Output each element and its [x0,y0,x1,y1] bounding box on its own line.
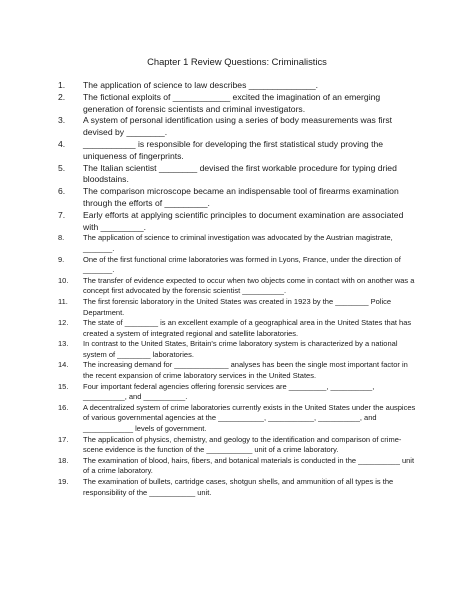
question-number: 10. [58,275,69,285]
question-text: The comparison microscope became an indispensable tool of firearms examination through the efforts of _________. [83,186,399,208]
question-item [58,318,418,339]
question-number: 5. [58,162,66,173]
question-text: The application of physics, chemistry, and geology to the identification and comparison of crime-scene evidence is the function of the ___________ unit of a crime laboratory. [83,434,402,455]
question-item [58,382,418,403]
question-number: 4. [58,138,66,149]
question-text: Early efforts at applying scientific principles to document examination are associated with _________. [83,209,404,232]
question-number: 6. [58,186,66,197]
question-text: A decentralized system of crime laboratories currently exists in the United States under the auspices of various governmental agencies at the ___________, ___________, __________, and ____________ levels of government. [83,402,416,434]
question-text: The state of ________ is an excellent example of a geographical area in the United States that has created a system of integrated regional and satellite laboratories. [83,318,412,338]
question-item [58,456,418,477]
question-number: 7. [58,209,66,220]
question-item [58,80,418,92]
question-number: 12. [58,318,69,328]
question-item [58,339,418,360]
question-item [58,276,418,297]
question-text: The application of science to law describes ______________. [83,80,319,90]
question-text: The application of science to criminal investigation was advocated by the Austrian magistrate, _______. [83,233,393,253]
question-item [58,233,418,254]
question-text: A system of personal identification using a series of body measurements was first devised by ________. [83,115,393,138]
question-number: 17. [58,434,69,444]
question-text: The transfer of evidence expected to occur when two objects come in contact with on another was a concept first advocated by the forensic scientist __________. [83,275,415,296]
question-text: The examination of blood, hairs, fibers, and botanical materials is conducted in the __________ unit of a crime laboratory. [83,455,415,476]
question-number: 1. [58,80,66,90]
question-item [58,139,418,163]
question-item [58,163,418,187]
question-number: 3. [58,115,66,126]
question-number: 2. [58,91,66,102]
question-item [58,186,418,210]
question-number: 8. [58,233,65,243]
question-text: The Italian scientist ________ devised the first workable procedure for typing dried bloodstains. [83,162,397,185]
question-item [58,435,418,456]
question-text: The examination of bullets, cartridge cases, shotgun shells, and ammunition of all types is the responsibility of the ___________ unit. [83,477,394,497]
question-text: ___________ is responsible for developing the first statistical study proving the uniqueness of fingerprints. [83,138,384,161]
question-text: The first forensic laboratory in the United States was created in 1923 by the ________ Police Department. [83,296,392,317]
question-number: 18. [58,455,69,465]
question-text: Four important federal agencies offering forensic services are _________, __________, __________, and __________. [83,381,375,402]
question-number: 15. [58,381,69,391]
question-item [58,403,418,435]
question-item [58,115,418,139]
question-item [58,297,418,318]
question-text: The increasing demand for _____________ analyses has been the single most important factor in the recent expansion of crime laboratory services in the United States. [83,360,408,381]
question-number: 11. [58,296,68,306]
question-number: 14. [58,360,69,370]
question-number: 9. [58,254,65,264]
question-text: The fictional exploits of ____________ excited the imagination of an emerging generation of forensic scientists and criminal investigators. [83,91,381,114]
question-text: In contrast to the United States, Britain's crime laboratory system is characterized by a national system of ________ laboratories. [83,339,398,359]
question-list [58,80,418,498]
question-item [58,477,418,498]
question-number: 19. [58,477,69,487]
question-number: 16. [58,402,69,412]
question-text: One of the first functional crime laboratories was formed in Lyons, France, under the direction of _______. [83,254,401,275]
question-item [58,360,418,381]
question-item [58,210,418,234]
question-number: 13. [58,339,69,349]
question-item [58,255,418,276]
document-title: Chapter 1 Review Questions: Criminalistics [147,56,327,67]
question-item [58,92,418,116]
